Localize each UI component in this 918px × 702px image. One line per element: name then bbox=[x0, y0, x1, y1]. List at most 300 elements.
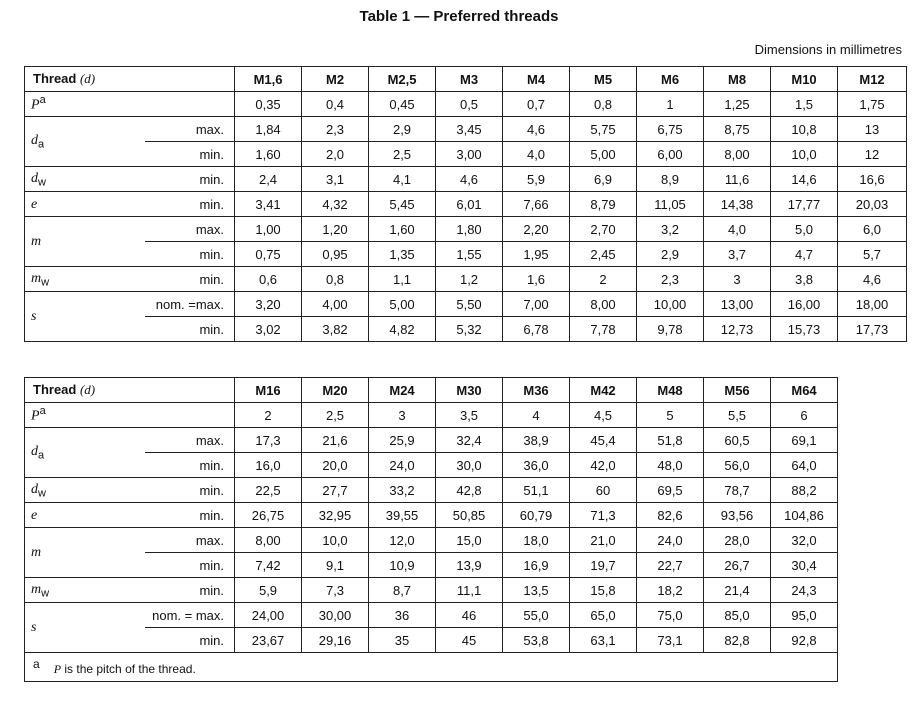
limit-label: nom. =max. bbox=[145, 292, 235, 317]
value-cell: 8,00 bbox=[704, 142, 771, 167]
value-cell: 10,00 bbox=[637, 292, 704, 317]
table-row bbox=[25, 142, 907, 167]
value-cell: 1,55 bbox=[436, 242, 503, 267]
value-cell: 1,80 bbox=[436, 217, 503, 242]
footnote-text: is the pitch of the thread. bbox=[61, 662, 196, 676]
thread-symbol: (d) bbox=[79, 71, 96, 86]
value-cell: 0,6 bbox=[235, 267, 302, 292]
value-cell: 53,8 bbox=[503, 628, 570, 653]
value-cell: 17,3 bbox=[235, 428, 302, 453]
limit-label: max. bbox=[145, 117, 235, 142]
value-cell: 19,7 bbox=[570, 553, 637, 578]
symbol-dw bbox=[25, 478, 145, 503]
symbol-text: s bbox=[31, 309, 37, 324]
thread-size-header: M6 bbox=[637, 67, 704, 92]
value-cell: 22,7 bbox=[637, 553, 704, 578]
value-cell: 2 bbox=[570, 267, 637, 292]
value-cell: 0,45 bbox=[369, 92, 436, 117]
thread-size-header: M42 bbox=[570, 378, 637, 403]
value-cell: 1,75 bbox=[838, 92, 907, 117]
preferred-threads-table-2 bbox=[24, 377, 838, 682]
value-cell: 2,20 bbox=[503, 217, 570, 242]
value-cell: 32,95 bbox=[302, 503, 369, 528]
value-cell: 8,9 bbox=[637, 167, 704, 192]
value-cell: 11,6 bbox=[704, 167, 771, 192]
value-cell: 21,6 bbox=[302, 428, 369, 453]
value-cell: 3,20 bbox=[235, 292, 302, 317]
value-cell: 32,4 bbox=[436, 428, 503, 453]
thread-label: Thread bbox=[33, 71, 77, 86]
table-row bbox=[25, 317, 907, 342]
symbol-text: m bbox=[31, 545, 42, 560]
value-cell: 8,00 bbox=[570, 292, 637, 317]
preferred-threads-table-1 bbox=[24, 66, 907, 342]
symbol-text: e bbox=[31, 196, 38, 212]
value-cell: 6,75 bbox=[637, 117, 704, 142]
value-cell: 4,82 bbox=[369, 317, 436, 342]
value-cell: 24,0 bbox=[369, 453, 436, 478]
value-cell: 18,2 bbox=[637, 578, 704, 603]
value-cell: 2 bbox=[235, 403, 302, 428]
value-cell: 29,16 bbox=[302, 628, 369, 653]
value-cell: 6,78 bbox=[503, 317, 570, 342]
value-cell: 4,6 bbox=[838, 267, 907, 292]
value-cell: 7,66 bbox=[503, 192, 570, 217]
symbol-mw bbox=[25, 578, 145, 603]
value-cell: 11,1 bbox=[436, 578, 503, 603]
value-cell: 4,0 bbox=[503, 142, 570, 167]
value-cell: 5,5 bbox=[704, 403, 771, 428]
table-title: Table 1 — Preferred threads bbox=[359, 8, 559, 25]
value-cell: 30,00 bbox=[302, 603, 369, 628]
value-cell: 3,41 bbox=[235, 192, 302, 217]
value-cell: 4,1 bbox=[369, 167, 436, 192]
thread-size-header: M64 bbox=[771, 378, 838, 403]
value-cell: 9,1 bbox=[302, 553, 369, 578]
value-cell: 4,32 bbox=[302, 192, 369, 217]
value-cell: 16,00 bbox=[771, 292, 838, 317]
value-cell: 60 bbox=[570, 478, 637, 503]
value-cell: 2,0 bbox=[302, 142, 369, 167]
table-row bbox=[25, 553, 838, 578]
limit-label: max. bbox=[145, 428, 235, 453]
value-cell: 11,05 bbox=[637, 192, 704, 217]
value-cell: 3,82 bbox=[302, 317, 369, 342]
value-cell: 27,7 bbox=[302, 478, 369, 503]
limit-label: min. bbox=[145, 478, 235, 503]
value-cell: 20,03 bbox=[838, 192, 907, 217]
symbol-dw bbox=[25, 167, 145, 192]
value-cell: 3,5 bbox=[436, 403, 503, 428]
limit-label: min. bbox=[145, 192, 235, 217]
value-cell: 69,5 bbox=[637, 478, 704, 503]
value-cell: 45,4 bbox=[570, 428, 637, 453]
table-row bbox=[25, 503, 838, 528]
footnote-mark: a bbox=[33, 657, 40, 671]
symbol-subscript: a bbox=[38, 138, 45, 151]
value-cell: 8,00 bbox=[235, 528, 302, 553]
value-cell: 14,38 bbox=[704, 192, 771, 217]
value-cell: 0,8 bbox=[570, 92, 637, 117]
value-cell: 1,95 bbox=[503, 242, 570, 267]
thread-size-header: M3 bbox=[436, 67, 503, 92]
footnote bbox=[25, 653, 838, 682]
value-cell: 60,5 bbox=[704, 428, 771, 453]
symbol-text: s bbox=[31, 620, 37, 635]
value-cell: 7,3 bbox=[302, 578, 369, 603]
value-cell: 0,7 bbox=[503, 92, 570, 117]
value-cell: 35 bbox=[369, 628, 436, 653]
value-cell: 30,0 bbox=[436, 453, 503, 478]
dimensions-note: Dimensions in millimetres bbox=[754, 42, 902, 57]
value-cell: 32,0 bbox=[771, 528, 838, 553]
value-cell: 6,00 bbox=[637, 142, 704, 167]
value-cell: 16,0 bbox=[235, 453, 302, 478]
table-row bbox=[25, 478, 838, 503]
value-cell: 1,2 bbox=[436, 267, 503, 292]
symbol-s bbox=[25, 292, 145, 342]
thread-size-header: M2 bbox=[302, 67, 369, 92]
value-cell: 5,45 bbox=[369, 192, 436, 217]
value-cell: 15,8 bbox=[570, 578, 637, 603]
value-cell: 10,8 bbox=[771, 117, 838, 142]
value-cell: 21,4 bbox=[704, 578, 771, 603]
value-cell: 15,73 bbox=[771, 317, 838, 342]
symbol-m bbox=[25, 528, 145, 578]
symbol-text: d bbox=[31, 170, 38, 186]
value-cell: 8,75 bbox=[704, 117, 771, 142]
value-cell: 3 bbox=[369, 403, 436, 428]
value-cell: 7,78 bbox=[570, 317, 637, 342]
value-cell: 22,5 bbox=[235, 478, 302, 503]
value-cell: 1,60 bbox=[369, 217, 436, 242]
value-cell: 13 bbox=[838, 117, 907, 142]
pitch-symbol-cell bbox=[25, 403, 235, 428]
value-cell: 15,0 bbox=[436, 528, 503, 553]
table-row bbox=[25, 267, 907, 292]
value-cell: 42,0 bbox=[570, 453, 637, 478]
thread-size-header: M1,6 bbox=[235, 67, 302, 92]
value-cell: 13,5 bbox=[503, 578, 570, 603]
limit-label: min. bbox=[145, 578, 235, 603]
thread-label: Thread bbox=[33, 382, 77, 397]
value-cell: 4,00 bbox=[302, 292, 369, 317]
value-cell: 0,5 bbox=[436, 92, 503, 117]
symbol-text: d bbox=[31, 133, 38, 149]
thread-size-header: M12 bbox=[838, 67, 907, 92]
value-cell: 3 bbox=[704, 267, 771, 292]
value-cell: 14,6 bbox=[771, 167, 838, 192]
value-cell: 50,85 bbox=[436, 503, 503, 528]
value-cell: 23,67 bbox=[235, 628, 302, 653]
symbol-text: m bbox=[31, 581, 42, 597]
value-cell: 88,2 bbox=[771, 478, 838, 503]
limit-label: max. bbox=[145, 528, 235, 553]
value-cell: 30,4 bbox=[771, 553, 838, 578]
value-cell: 24,0 bbox=[637, 528, 704, 553]
value-cell: 42,8 bbox=[436, 478, 503, 503]
value-cell: 60,79 bbox=[503, 503, 570, 528]
value-cell: 5,75 bbox=[570, 117, 637, 142]
value-cell: 18,0 bbox=[503, 528, 570, 553]
value-cell: 55,0 bbox=[503, 603, 570, 628]
value-cell: 85,0 bbox=[704, 603, 771, 628]
value-cell: 5,00 bbox=[369, 292, 436, 317]
symbol-text: m bbox=[31, 234, 42, 249]
value-cell: 6 bbox=[771, 403, 838, 428]
value-cell: 7,42 bbox=[235, 553, 302, 578]
value-cell: 46 bbox=[436, 603, 503, 628]
value-cell: 1,1 bbox=[369, 267, 436, 292]
limit-label: nom. = max. bbox=[145, 603, 235, 628]
value-cell: 16,6 bbox=[838, 167, 907, 192]
value-cell: 3,1 bbox=[302, 167, 369, 192]
value-cell: 1,00 bbox=[235, 217, 302, 242]
value-cell: 16,9 bbox=[503, 553, 570, 578]
value-cell: 12,0 bbox=[369, 528, 436, 553]
value-cell: 5,32 bbox=[436, 317, 503, 342]
value-cell: 36,0 bbox=[503, 453, 570, 478]
value-cell: 2,3 bbox=[302, 117, 369, 142]
symbol-text: e bbox=[31, 507, 38, 523]
footnote-mark: a bbox=[39, 405, 46, 418]
footnote-mark: a bbox=[39, 94, 46, 107]
value-cell: 0,75 bbox=[235, 242, 302, 267]
symbol-s bbox=[25, 603, 145, 653]
table-row bbox=[25, 192, 907, 217]
symbol-subscript: w bbox=[41, 587, 50, 600]
thread-size-header: M2,5 bbox=[369, 67, 436, 92]
value-cell: 7,00 bbox=[503, 292, 570, 317]
value-cell: 51,8 bbox=[637, 428, 704, 453]
value-cell: 5,50 bbox=[436, 292, 503, 317]
thread-size-header: M48 bbox=[637, 378, 704, 403]
footnote-row bbox=[25, 653, 838, 682]
value-cell: 1,5 bbox=[771, 92, 838, 117]
value-cell: 39,55 bbox=[369, 503, 436, 528]
value-cell: 8,79 bbox=[570, 192, 637, 217]
table-row bbox=[25, 578, 838, 603]
value-cell: 2,3 bbox=[637, 267, 704, 292]
value-cell: 0,8 bbox=[302, 267, 369, 292]
value-cell: 4,6 bbox=[436, 167, 503, 192]
value-cell: 51,1 bbox=[503, 478, 570, 503]
value-cell: 5,00 bbox=[570, 142, 637, 167]
value-cell: 104,86 bbox=[771, 503, 838, 528]
value-cell: 1,60 bbox=[235, 142, 302, 167]
value-cell: 56,0 bbox=[704, 453, 771, 478]
value-cell: 10,9 bbox=[369, 553, 436, 578]
symbol-subscript: a bbox=[38, 449, 45, 462]
value-cell: 13,9 bbox=[436, 553, 503, 578]
symbol-subscript: w bbox=[41, 276, 50, 289]
value-cell: 2,70 bbox=[570, 217, 637, 242]
symbol-P: P bbox=[31, 97, 40, 113]
thread-size-header: M5 bbox=[570, 67, 637, 92]
value-cell: 1,25 bbox=[704, 92, 771, 117]
value-cell: 17,73 bbox=[838, 317, 907, 342]
value-cell: 3,8 bbox=[771, 267, 838, 292]
value-cell: 4,5 bbox=[570, 403, 637, 428]
symbol-subscript: w bbox=[38, 487, 46, 500]
value-cell: 18,00 bbox=[838, 292, 907, 317]
limit-label: min. bbox=[145, 242, 235, 267]
table-row bbox=[25, 453, 838, 478]
value-cell: 71,3 bbox=[570, 503, 637, 528]
value-cell: 64,0 bbox=[771, 453, 838, 478]
value-cell: 36 bbox=[369, 603, 436, 628]
symbol-e bbox=[25, 503, 145, 528]
value-cell: 95,0 bbox=[771, 603, 838, 628]
value-cell: 26,7 bbox=[704, 553, 771, 578]
value-cell: 93,56 bbox=[704, 503, 771, 528]
value-cell: 2,5 bbox=[369, 142, 436, 167]
value-cell: 6,0 bbox=[838, 217, 907, 242]
value-cell: 10,0 bbox=[302, 528, 369, 553]
value-cell: 73,1 bbox=[637, 628, 704, 653]
value-cell: 4,6 bbox=[503, 117, 570, 142]
symbol-da bbox=[25, 117, 145, 167]
thread-size-header: M56 bbox=[704, 378, 771, 403]
value-cell: 92,8 bbox=[771, 628, 838, 653]
value-cell: 3,00 bbox=[436, 142, 503, 167]
value-cell: 1 bbox=[637, 92, 704, 117]
value-cell: 5,0 bbox=[771, 217, 838, 242]
thread-size-header: M24 bbox=[369, 378, 436, 403]
value-cell: 82,6 bbox=[637, 503, 704, 528]
table-row bbox=[25, 603, 838, 628]
value-cell: 10,0 bbox=[771, 142, 838, 167]
limit-label: min. bbox=[145, 628, 235, 653]
value-cell: 3,45 bbox=[436, 117, 503, 142]
value-cell: 5,9 bbox=[503, 167, 570, 192]
thread-size-header: M16 bbox=[235, 378, 302, 403]
value-cell: 21,0 bbox=[570, 528, 637, 553]
header-row bbox=[25, 67, 907, 92]
value-cell: 65,0 bbox=[570, 603, 637, 628]
value-cell: 24,3 bbox=[771, 578, 838, 603]
value-cell: 12,73 bbox=[704, 317, 771, 342]
value-cell: 82,8 bbox=[704, 628, 771, 653]
table-row bbox=[25, 117, 907, 142]
table-row bbox=[25, 217, 907, 242]
value-cell: 2,9 bbox=[637, 242, 704, 267]
value-cell: 20,0 bbox=[302, 453, 369, 478]
thread-size-header: M30 bbox=[436, 378, 503, 403]
value-cell: 26,75 bbox=[235, 503, 302, 528]
value-cell: 6,01 bbox=[436, 192, 503, 217]
thread-header bbox=[25, 378, 235, 403]
value-cell: 5,7 bbox=[838, 242, 907, 267]
value-cell: 2,45 bbox=[570, 242, 637, 267]
limit-label: max. bbox=[145, 217, 235, 242]
value-cell: 17,77 bbox=[771, 192, 838, 217]
table-row bbox=[25, 428, 838, 453]
limit-label: min. bbox=[145, 453, 235, 478]
symbol-text: d bbox=[31, 444, 38, 460]
value-cell: 4,7 bbox=[771, 242, 838, 267]
value-cell: 33,2 bbox=[369, 478, 436, 503]
value-cell: 4 bbox=[503, 403, 570, 428]
value-cell: 38,9 bbox=[503, 428, 570, 453]
thread-size-header: M8 bbox=[704, 67, 771, 92]
table-row bbox=[25, 628, 838, 653]
symbol-P: P bbox=[31, 408, 40, 424]
value-cell: 1,84 bbox=[235, 117, 302, 142]
value-cell: 8,7 bbox=[369, 578, 436, 603]
header-row bbox=[25, 378, 838, 403]
table-row bbox=[25, 92, 907, 117]
limit-label: min. bbox=[145, 267, 235, 292]
limit-label: min. bbox=[145, 317, 235, 342]
limit-label: min. bbox=[145, 167, 235, 192]
value-cell: 0,4 bbox=[302, 92, 369, 117]
value-cell: 3,02 bbox=[235, 317, 302, 342]
value-cell: 75,0 bbox=[637, 603, 704, 628]
value-cell: 0,95 bbox=[302, 242, 369, 267]
value-cell: 1,6 bbox=[503, 267, 570, 292]
value-cell: 1,20 bbox=[302, 217, 369, 242]
value-cell: 2,5 bbox=[302, 403, 369, 428]
symbol-da bbox=[25, 428, 145, 478]
symbol-text: d bbox=[31, 481, 38, 497]
value-cell: 69,1 bbox=[771, 428, 838, 453]
thread-size-header: M36 bbox=[503, 378, 570, 403]
table-row bbox=[25, 403, 838, 428]
value-cell: 13,00 bbox=[704, 292, 771, 317]
value-cell: 45 bbox=[436, 628, 503, 653]
table-row bbox=[25, 167, 907, 192]
value-cell: 1,35 bbox=[369, 242, 436, 267]
thread-size-header: M10 bbox=[771, 67, 838, 92]
value-cell: 6,9 bbox=[570, 167, 637, 192]
thread-symbol: (d) bbox=[79, 382, 96, 397]
value-cell: 5,9 bbox=[235, 578, 302, 603]
thread-size-header: M4 bbox=[503, 67, 570, 92]
table-row bbox=[25, 528, 838, 553]
value-cell: 9,78 bbox=[637, 317, 704, 342]
value-cell: 2,4 bbox=[235, 167, 302, 192]
table-row bbox=[25, 242, 907, 267]
value-cell: 2,9 bbox=[369, 117, 436, 142]
pitch-symbol-cell bbox=[25, 92, 235, 117]
value-cell: 3,2 bbox=[637, 217, 704, 242]
value-cell: 24,00 bbox=[235, 603, 302, 628]
symbol-e bbox=[25, 192, 145, 217]
symbol-subscript: w bbox=[38, 176, 46, 189]
symbol-m bbox=[25, 217, 145, 267]
value-cell: 28,0 bbox=[704, 528, 771, 553]
limit-label: min. bbox=[145, 142, 235, 167]
footnote-symbol: P bbox=[53, 662, 62, 676]
value-cell: 63,1 bbox=[570, 628, 637, 653]
table-row bbox=[25, 292, 907, 317]
value-cell: 0,35 bbox=[235, 92, 302, 117]
value-cell: 4,0 bbox=[704, 217, 771, 242]
value-cell: 3,7 bbox=[704, 242, 771, 267]
symbol-text: m bbox=[31, 270, 42, 286]
symbol-mw bbox=[25, 267, 145, 292]
value-cell: 12 bbox=[838, 142, 907, 167]
value-cell: 78,7 bbox=[704, 478, 771, 503]
value-cell: 5 bbox=[637, 403, 704, 428]
thread-size-header: M20 bbox=[302, 378, 369, 403]
thread-header bbox=[25, 67, 235, 92]
value-cell: 48,0 bbox=[637, 453, 704, 478]
value-cell: 25,9 bbox=[369, 428, 436, 453]
limit-label: min. bbox=[145, 553, 235, 578]
limit-label: min. bbox=[145, 503, 235, 528]
